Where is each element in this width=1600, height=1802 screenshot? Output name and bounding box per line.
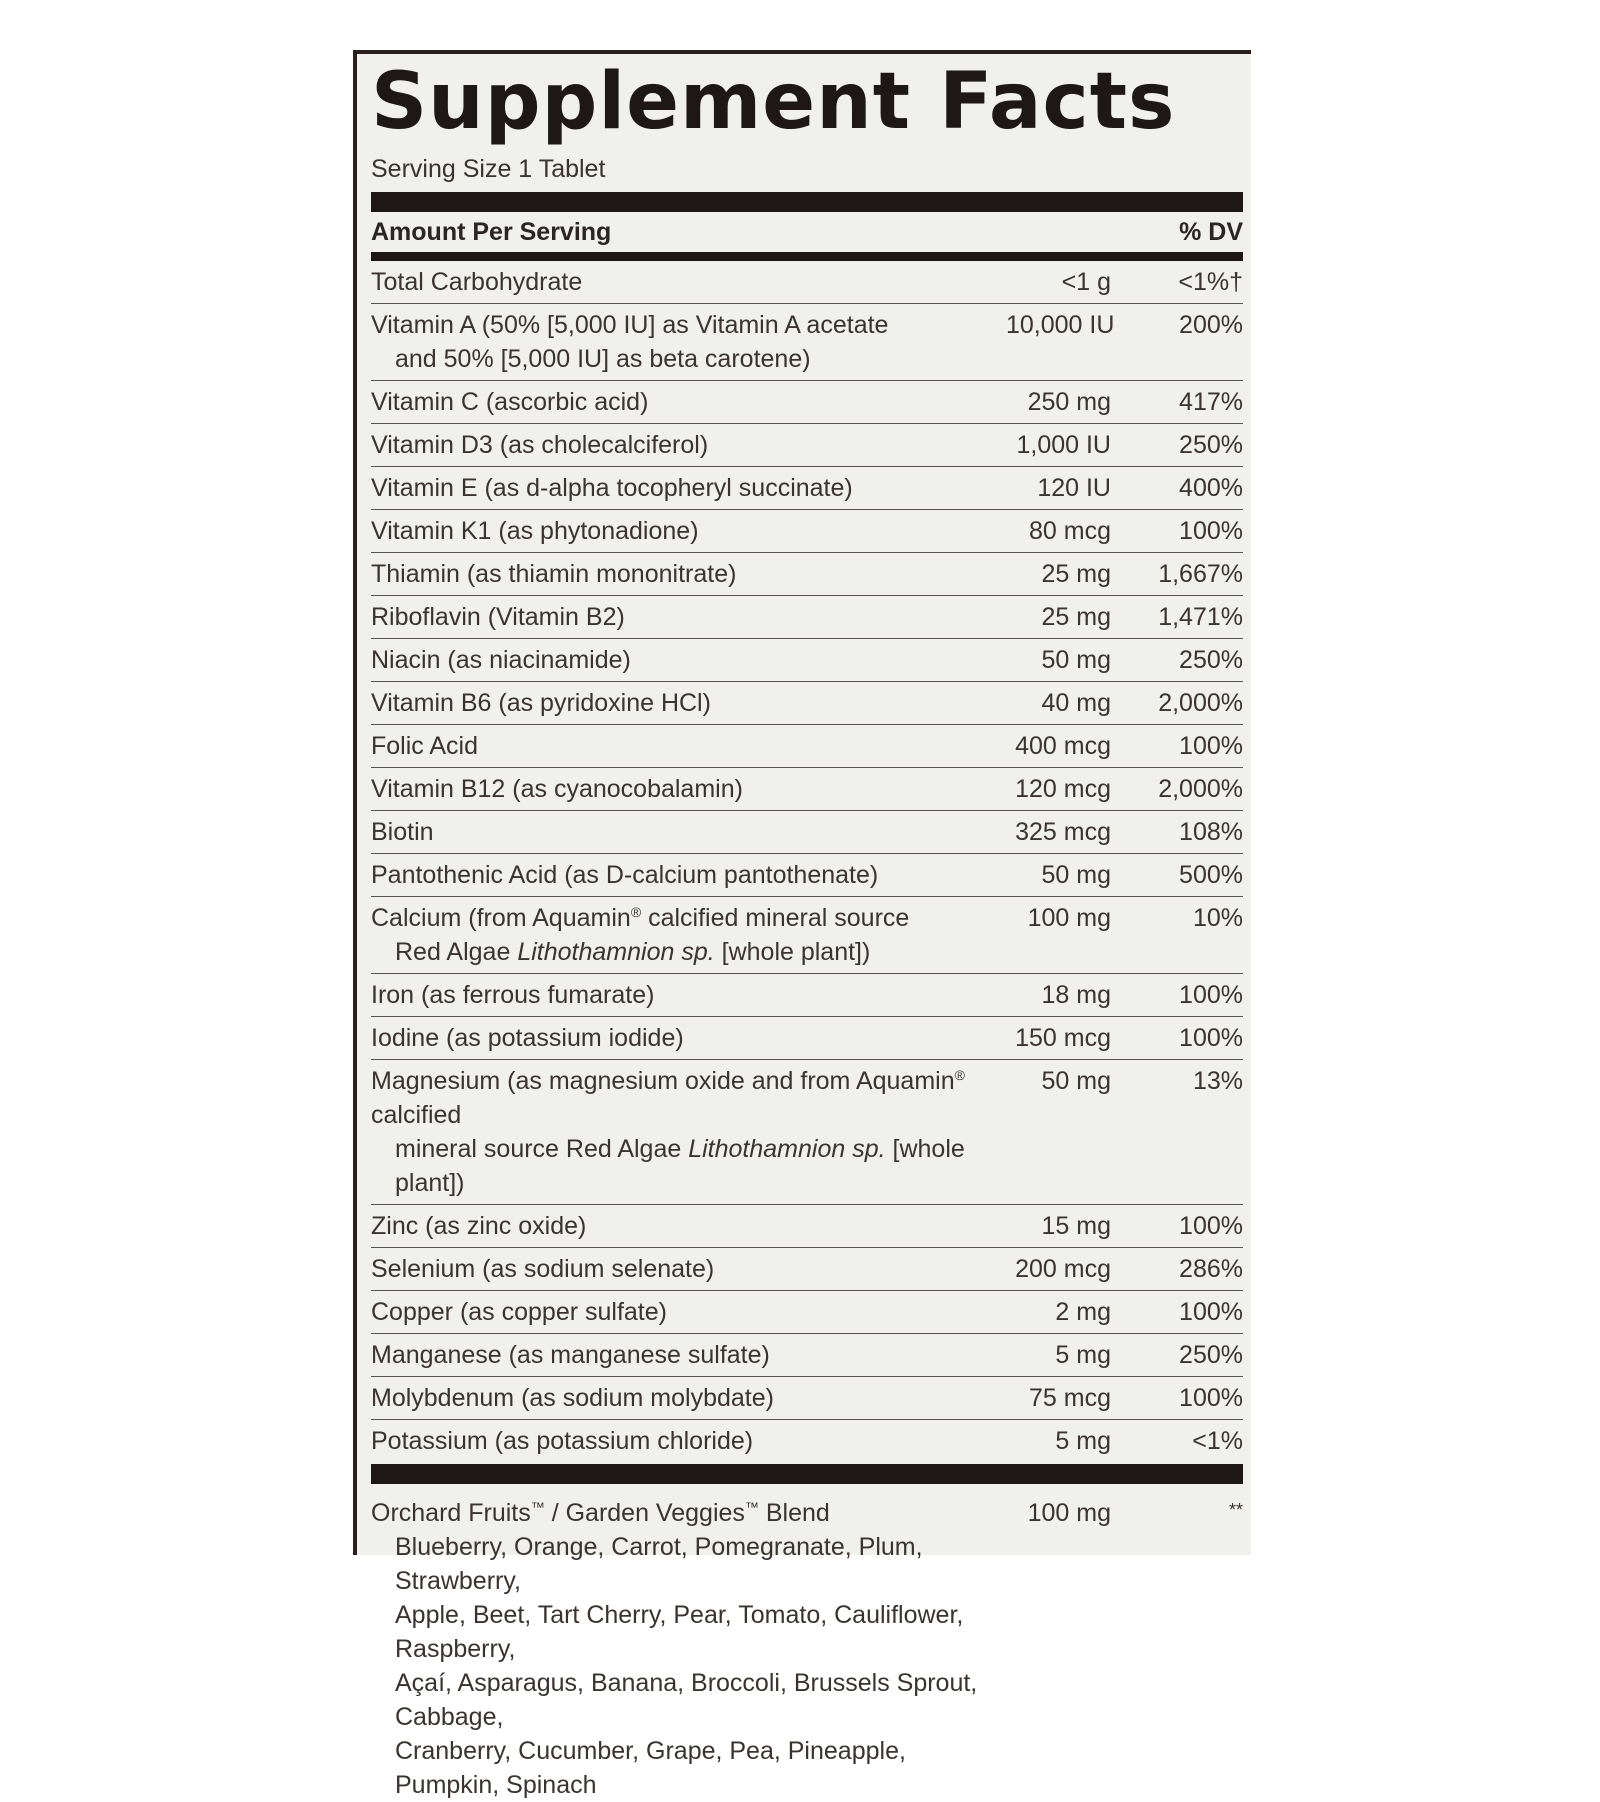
table-row [371, 974, 1243, 1017]
nutrient-amount: <1 g [1061, 268, 1111, 296]
proprietary-blend [371, 1484, 1243, 1802]
nutrient-amount: 120 mcg [1015, 775, 1111, 803]
nutrient-amount: 15 mg [1041, 1212, 1111, 1240]
table-row [371, 261, 1243, 304]
nutrient-dv: 500% [1179, 861, 1243, 889]
table-row [371, 639, 1243, 682]
nutrient-name: Iodine (as potassium iodide) [371, 1024, 684, 1052]
table-row [371, 1291, 1243, 1334]
nutrient-dv: 2,000% [1158, 689, 1243, 717]
species-name: Lithothamnion sp. [688, 1135, 886, 1163]
nutrient-name: Vitamin K1 (as phytonadione) [371, 517, 699, 545]
blend-name [371, 1496, 1006, 1802]
nutrient-dv: 100% [1179, 1384, 1243, 1412]
table-row [371, 682, 1243, 725]
nutrient-amount: 10,000 IU [1006, 311, 1115, 339]
nutrient-amount: 1,000 IU [1016, 431, 1111, 459]
nutrient-amount: 40 mg [1041, 689, 1111, 717]
table-row [371, 381, 1243, 424]
blend-title: Orchard Fruits™ / Garden Veggies™ Blend [371, 1499, 830, 1527]
nutrient-dv: 100% [1179, 517, 1243, 545]
nutrient-name: Pantothenic Acid (as D-calcium pantothenate) [371, 861, 879, 889]
table-row [371, 1248, 1243, 1291]
table-row [371, 1017, 1243, 1060]
nutrient-name: Vitamin E (as d-alpha tocopheryl succinate) [371, 474, 853, 502]
nutrient-name: Copper (as copper sulfate) [371, 1298, 667, 1326]
nutrient-amount: 25 mg [1041, 560, 1111, 588]
nutrient-name [371, 308, 1006, 376]
nutrient-amount: 150 mcg [1015, 1024, 1111, 1052]
medium-divider [371, 252, 1243, 261]
nutrient-dv: 2,000% [1158, 775, 1243, 803]
nutrient-amount: 5 mg [1055, 1341, 1111, 1369]
nutrient-name-line1: Magnesium (as magnesium oxide and from Aquamin® calcified [371, 1067, 965, 1129]
nutrient-amount: 50 mg [1041, 1067, 1111, 1095]
table-row [371, 768, 1243, 811]
nutrient-amount: 50 mg [1041, 861, 1111, 889]
table-row [371, 1060, 1243, 1205]
serving-size: Serving Size 1 Tablet [371, 155, 606, 183]
nutrient-amount: 25 mg [1041, 603, 1111, 631]
nutrient-name-line1: Calcium (from Aquamin® calcified mineral source [371, 904, 910, 932]
nutrient-name: Vitamin B6 (as pyridoxine HCl) [371, 689, 711, 717]
table-row [371, 1334, 1243, 1377]
nutrient-name: Vitamin D3 (as cholecalciferol) [371, 431, 709, 459]
nutrient-amount: 80 mcg [1029, 517, 1111, 545]
header-daily-value: % DV [1179, 217, 1243, 246]
table-row [371, 1377, 1243, 1420]
nutrient-dv: 417% [1179, 388, 1243, 416]
nutrient-dv: 286% [1179, 1255, 1243, 1283]
nutrient-name: Thiamin (as thiamin mononitrate) [371, 560, 737, 588]
table-row [371, 854, 1243, 897]
table-row [371, 510, 1243, 553]
nutrient-dv: 100% [1179, 1298, 1243, 1326]
species-name: Lithothamnion sp. [517, 938, 715, 966]
trademark-mark: ™ [744, 1499, 759, 1515]
nutrient-name: Total Carbohydrate [371, 268, 583, 296]
nutrient-dv: 100% [1179, 1212, 1243, 1240]
table-row [371, 424, 1243, 467]
nutrient-amount: 325 mcg [1015, 818, 1111, 846]
nutrient-name: Vitamin B12 (as cyanocobalamin) [371, 775, 743, 803]
registered-mark: ® [954, 1067, 965, 1083]
header-amount-per-serving: Amount Per Serving [371, 217, 612, 246]
nutrient-name: Manganese (as manganese sulfate) [371, 1341, 770, 1369]
blend-ingredients-line: Cranberry, Cucumber, Grape, Pea, Pineapple, Pumpkin, Spinach [395, 1737, 906, 1799]
nutrient-dv: 250% [1179, 646, 1243, 674]
nutrient-dv: 200% [1179, 311, 1243, 339]
label-title: Supplement Facts [371, 57, 1176, 147]
nutrient-dv: <1% [1192, 1427, 1243, 1455]
nutrient-name [371, 901, 1006, 969]
nutrient-name: Folic Acid [371, 732, 478, 760]
nutrient-dv: 250% [1179, 431, 1243, 459]
nutrient-amount: 50 mg [1041, 646, 1111, 674]
nutrient-dv: 13% [1192, 1067, 1243, 1095]
nutrient-dv: <1%† [1178, 268, 1243, 296]
nutrient-amount: 200 mcg [1015, 1255, 1111, 1283]
nutrient-dv: 108% [1179, 818, 1243, 846]
nutrient-amount: 18 mg [1041, 981, 1111, 1009]
table-row [371, 811, 1243, 854]
nutrient-name-line2: and 50% [5,000 IU] as beta carotene) [395, 345, 811, 373]
nutrient-dv: 10% [1192, 904, 1243, 932]
nutrient-amount: 100 mg [1027, 904, 1111, 932]
nutrient-name [371, 1064, 1006, 1200]
table-row [371, 596, 1243, 639]
nutrient-name-line1: Vitamin A (50% [5,000 IU] as Vitamin A acetate [371, 311, 889, 339]
blend-amount: 100 mg [1027, 1499, 1111, 1527]
nutrient-dv: 100% [1179, 981, 1243, 1009]
table-row [371, 1205, 1243, 1248]
table-row [371, 304, 1243, 381]
nutrient-dv: 100% [1179, 1024, 1243, 1052]
nutrient-amount: 250 mg [1027, 388, 1111, 416]
nutrient-dv: 1,471% [1158, 603, 1243, 631]
nutrient-dv: 250% [1179, 1341, 1243, 1369]
nutrient-name-line2: mineral source Red Algae Lithothamnion sp. [whole plant]) [395, 1135, 965, 1197]
nutrient-amount: 5 mg [1055, 1427, 1111, 1455]
table-row [371, 467, 1243, 510]
registered-mark: ® [630, 904, 642, 920]
nutrient-amount: 75 mcg [1029, 1384, 1111, 1412]
nutrient-dv: 100% [1179, 732, 1243, 760]
blend-ingredients-line: Blueberry, Orange, Carrot, Pomegranate, Plum, Strawberry, [395, 1533, 923, 1595]
nutrient-name: Vitamin C (ascorbic acid) [371, 388, 649, 416]
nutrient-name: Niacin (as niacinamide) [371, 646, 631, 674]
trademark-mark: ™ [530, 1499, 545, 1515]
blend-ingredients-line: Açaí, Asparagus, Banana, Broccoli, Brussels Sprout, Cabbage, [395, 1669, 978, 1731]
supplement-facts-panel [353, 50, 1251, 1799]
nutrient-name: Selenium (as sodium selenate) [371, 1255, 715, 1283]
table-row [371, 553, 1243, 596]
table-header [371, 212, 1243, 252]
nutrient-dv: 1,667% [1158, 560, 1243, 588]
blend-ingredients-line: Apple, Beet, Tart Cherry, Pear, Tomato, Cauliflower, Raspberry, [395, 1601, 964, 1663]
table-row [371, 725, 1243, 768]
nutrient-name-line2: Red Algae Lithothamnion sp. [whole plant]) [395, 938, 871, 966]
nutrient-amount: 2 mg [1055, 1298, 1111, 1326]
supplement-facts-content [371, 58, 1243, 1802]
nutrient-name: Iron (as ferrous fumarate) [371, 981, 655, 1009]
thick-divider-bottom [371, 1464, 1243, 1484]
nutrient-amount: 400 mcg [1015, 732, 1111, 760]
nutrient-name: Molybdenum (as sodium molybdate) [371, 1384, 774, 1412]
table-row [371, 897, 1243, 974]
thick-divider-top [371, 192, 1243, 212]
blend-dv: ** [1228, 1500, 1243, 1520]
nutrient-name: Potassium (as potassium chloride) [371, 1427, 754, 1455]
nutrient-table [371, 261, 1243, 1462]
nutrient-amount: 120 IU [1037, 474, 1111, 502]
table-row [371, 1420, 1243, 1462]
nutrient-dv: 400% [1179, 474, 1243, 502]
nutrient-name: Zinc (as zinc oxide) [371, 1212, 587, 1240]
nutrient-name: Riboflavin (Vitamin B2) [371, 603, 625, 631]
nutrient-name: Biotin [371, 818, 434, 846]
